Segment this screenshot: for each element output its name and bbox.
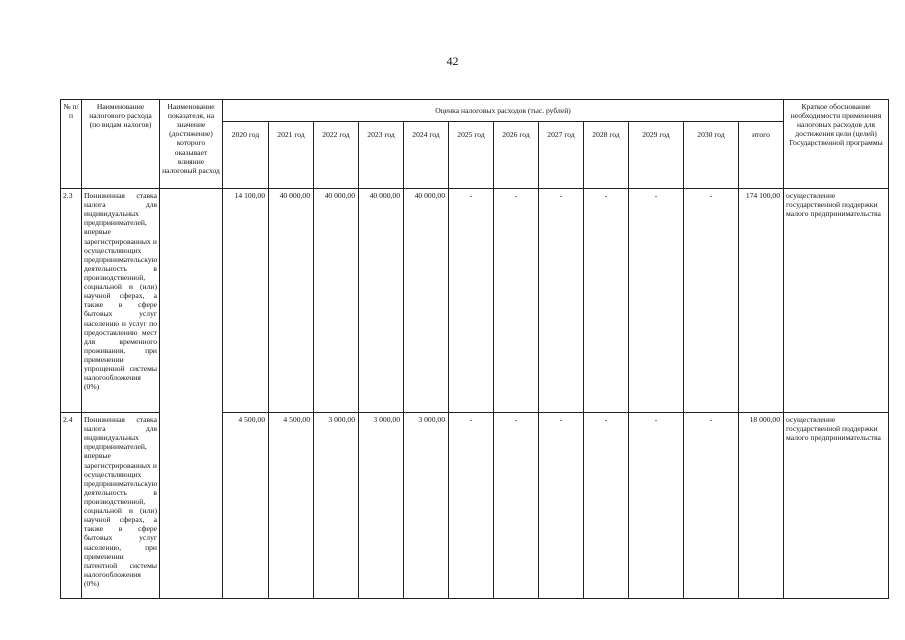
year-header: 2024 год [404, 122, 449, 189]
total-header: итого [739, 122, 784, 189]
table-row [61, 189, 889, 413]
header-name: Наименование налогового расхода (по видам налогов) [82, 100, 160, 189]
value-cell: - [684, 413, 739, 599]
value-cell: - [684, 189, 739, 413]
value-cell: - [629, 413, 684, 599]
value-cell: - [539, 413, 584, 599]
value-cell: - [494, 189, 539, 413]
value-cell: - [584, 189, 629, 413]
value-cell: 40 000,00 [314, 189, 359, 413]
header-no: № п/п [61, 100, 82, 189]
total-cell: 18 000,00 [739, 413, 784, 599]
row-name: Пониженная ставка налога для индивидуальных предпринимателей, впервые зарегистрированных и осуществляющих предпринимательскую деятельность в производственной, социальной и (или) научной сферах, а также в сфере бытовых услуг населению и услуг по предоставлению мест для временного проживания, при применении упрощенной системы налогообложения (0%) [82, 189, 160, 413]
year-header: 2027 год [539, 122, 584, 189]
value-cell: 3 000,00 [314, 413, 359, 599]
value-cell: - [449, 189, 494, 413]
row-number: 2.3 [61, 189, 82, 413]
value-cell: - [584, 413, 629, 599]
value-cell: - [494, 413, 539, 599]
header-row [61, 100, 889, 122]
year-header: 2021 год [269, 122, 314, 189]
value-cell: 14 100,00 [223, 189, 269, 413]
year-header: 2025 год [449, 122, 494, 189]
value-cell: 40 000,00 [404, 189, 449, 413]
row-name: Пониженная ставка налога для индивидуальных предпринимателей, впервые зарегистрированных и осуществляющих предпринимательскую деятельность в производственной, социальной и (или) научной сферах, а также в сфере бытовых услуг населению, при применении патентной системы налогообложения (0%) [82, 413, 160, 599]
tax-expenditure-table [60, 99, 889, 599]
year-header: 2028 год [584, 122, 629, 189]
total-cell: 174 100,00 [739, 189, 784, 413]
value-cell: - [449, 413, 494, 599]
value-cell: 4 500,00 [223, 413, 269, 599]
value-cell: 40 000,00 [359, 189, 404, 413]
value-cell: - [629, 189, 684, 413]
value-cell: 3 000,00 [359, 413, 404, 599]
year-header: 2026 год [494, 122, 539, 189]
year-header: 2022 год [314, 122, 359, 189]
header-justification: Краткое обоснование необходимости применения налоговых расходов для достижения цели (целей) Государственной программы [784, 100, 889, 189]
header-estimate: Оценка налоговых расходов (тыс. рублей) [223, 100, 784, 122]
year-header: 2030 год [684, 122, 739, 189]
row-justification: осуществление государственной поддержки малого предпринимательства [784, 189, 889, 413]
row-indicator [160, 189, 223, 599]
year-header: 2029 год [629, 122, 684, 189]
value-cell: - [539, 189, 584, 413]
page-number: 42 [446, 54, 459, 68]
header-indicator: Наименование показателя, на значение (достижение) которого оказывает влияние налоговый расход [160, 100, 223, 189]
value-cell: 40 000,00 [269, 189, 314, 413]
year-header: 2020 год [223, 122, 269, 189]
value-cell: 3 000,00 [404, 413, 449, 599]
value-cell: 4 500,00 [269, 413, 314, 599]
year-header: 2023 год [359, 122, 404, 189]
row-justification: осуществление государственной поддержки малого предпринимательства [784, 413, 889, 599]
row-number: 2.4 [61, 413, 82, 599]
